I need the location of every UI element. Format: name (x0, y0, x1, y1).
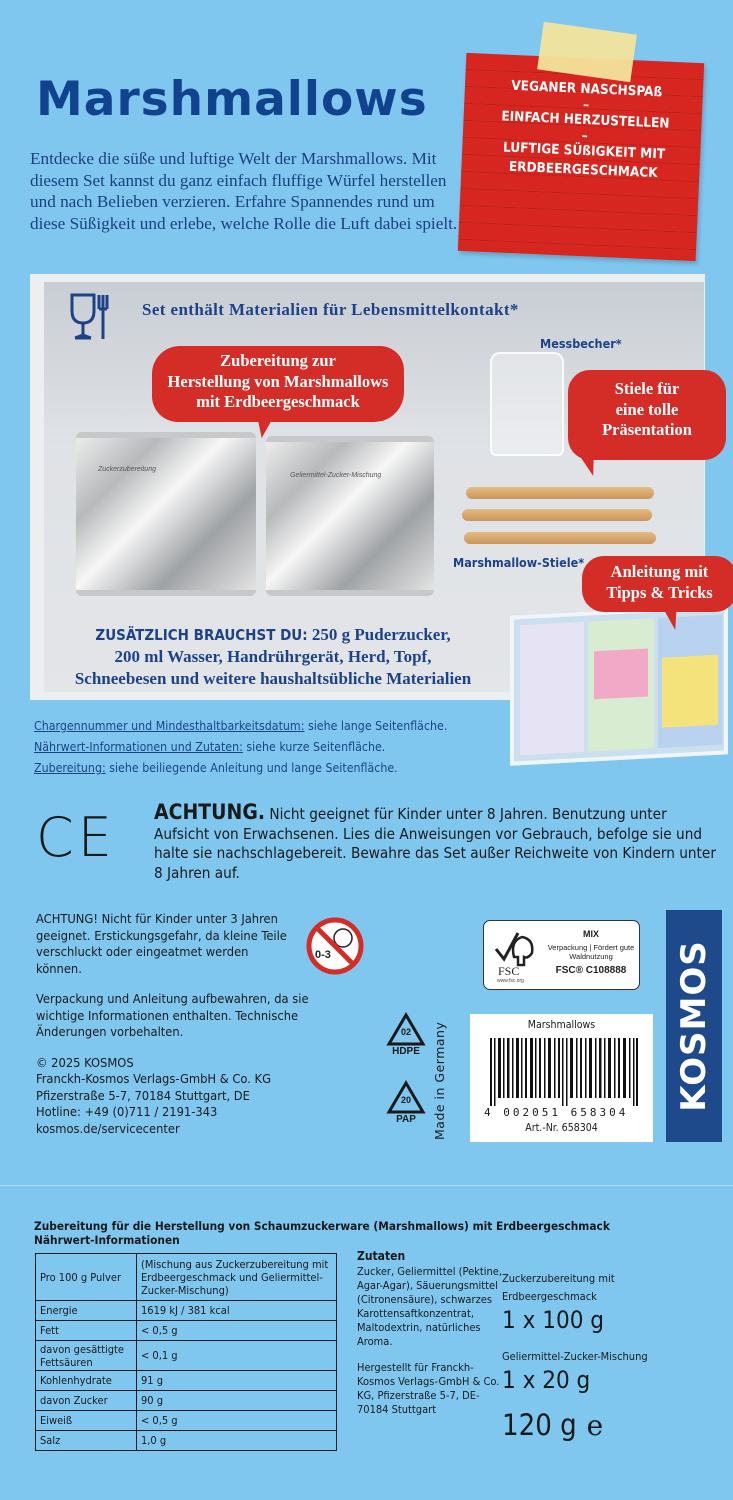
ingredients-text: Zucker, Geliermittel (Pektine, Agar-Agar), Säuerungsmittel (Citronensäure), schwarzes Karottensaftkonzentrat, Maltodextrin, natürliches Aroma. (357, 1265, 503, 1348)
speech-bubble-manual (582, 556, 733, 612)
recycling-label: HDPE (392, 1046, 420, 1057)
sugar-mix-pouch-image (76, 432, 256, 596)
estimated-sign-icon: e (586, 1409, 604, 1442)
nutrient-value: 91 g (137, 1371, 337, 1391)
made-in-label: Made in Germany (432, 1021, 447, 1140)
fsc-description: Verpackung | Fördert gute Waldnutzung (547, 943, 635, 961)
note-item-vegan: VEGANER NASCHSPAß (510, 77, 663, 101)
table-row (36, 1391, 337, 1411)
note-separator: – (581, 127, 589, 145)
info-line-preparation (34, 758, 447, 779)
additional-line: Schneebesen und weitere haushaltsübliche Materialien (74, 669, 472, 688)
table-row (36, 1431, 337, 1451)
nutrient-label: davon gesättigte Fettsäuren (36, 1341, 137, 1371)
bubble-line: Präsentation (602, 420, 692, 439)
table-row (36, 1321, 337, 1341)
additional-requirements (38, 624, 508, 690)
legal-info (36, 912, 326, 1138)
fsc-label (483, 920, 640, 990)
kosmos-logo (666, 910, 722, 1142)
measuring-cup-image (490, 352, 564, 456)
marshmallow-stick-image (466, 487, 654, 499)
leaflet-panel (588, 618, 654, 751)
nutrient-label: Kohlenhydrate (36, 1371, 137, 1391)
ingredients-heading: Zutaten (357, 1249, 406, 1263)
info-link: Zubereitung: (34, 761, 106, 775)
bubble-line: Stiele für (614, 379, 680, 398)
bubble-line: Tipps & Tricks (606, 583, 713, 602)
bubble-line: eine tolle (615, 399, 679, 419)
nutrient-label: davon Zucker (36, 1391, 137, 1411)
bubble-line: Anleitung mit (610, 562, 709, 581)
bubble-line: Herstellung von Marshmallows (167, 371, 389, 391)
info-text: siehe kurze Seitenfläche. (242, 740, 386, 754)
hotline: Hotline: +49 (0)711 / 2191-343 (36, 1105, 218, 1120)
info-references (34, 716, 447, 779)
barcode-number: 4 002051 658304 (484, 1106, 629, 1119)
pack2-label: Geliermittel-Zucker-Mischung (502, 1350, 648, 1363)
recycling-number: 02 (400, 1027, 411, 1037)
svg-text:www.fsc.org: www.fsc.org (497, 978, 524, 983)
age-restriction-icon (305, 916, 365, 976)
fsc-tree-icon (492, 927, 538, 983)
nutrition-heading-block (34, 1219, 610, 1247)
nutrient-label: Salz (36, 1431, 137, 1451)
recycling-label: PAP (396, 1114, 416, 1125)
leaflet-panel (658, 615, 722, 748)
fsc-mix: MIX (582, 929, 599, 939)
speech-bubble-mix (152, 346, 404, 422)
bubble-line: mit Erdbeergeschmack (196, 392, 360, 411)
marshmallow-stick-image (462, 509, 652, 521)
table-row (36, 1371, 337, 1391)
nutrient-label: Fett (36, 1321, 137, 1341)
nutrient-label: Energie (36, 1301, 137, 1321)
panel-fold-divider (0, 1185, 733, 1186)
additional-line: 200 ml Wasser, Handrührgerät, Herd, Topf, (114, 647, 432, 666)
table-row (36, 1301, 337, 1321)
company-address: Pfizerstraße 5-7, 70184 Stuttgart, DE (36, 1088, 250, 1104)
fsc-code: FSC® C108888 (555, 965, 627, 976)
table-row (36, 1254, 337, 1301)
note-item-easy: EINFACH HERZUSTELLEN (501, 108, 670, 132)
nutrient-label: Pro 100 g Pulver (36, 1254, 137, 1301)
leaflet-panel (520, 622, 584, 755)
choking-warning: ACHTUNG! Nicht für Kinder unter 3 Jahren geeignet. Erstickungsgefahr, da kleine Teile verschluckt oder eingeatmet werden können. (36, 912, 287, 977)
nutrient-value: (Mischung aus Zuckerzubereitung mit Erdbeergeschmack und Geliermittel-Zucker-Mischung) (137, 1254, 337, 1301)
note-separator: – (582, 96, 590, 114)
package-contents (502, 1270, 648, 1442)
company-name: Franckh-Kosmos Verlags-GmbH & Co. KG (36, 1072, 272, 1087)
nutrient-value: 1,0 g (137, 1431, 337, 1451)
marshmallow-stick-image (464, 532, 656, 544)
recycling-hdpe-icon (383, 1012, 429, 1057)
additional-line: 250 g Puderzucker, (307, 625, 451, 644)
nutrient-label: Eiweiß (36, 1411, 137, 1431)
manufacturer-text: Hergestellt für Franckh-Kosmos Verlags-GmbH & Co. KG, Pfizerstraße 5-7, DE-70184 Stuttgart (357, 1361, 500, 1416)
barcode-bars (490, 1038, 638, 1106)
sticky-note-text (468, 75, 702, 185)
intro-text: Entdecke die süße und luftige Welt der Marshmallows. Mit diesem Set kannst du ganz einfach fluffige Würfel herstellen und nach Belieben verzieren. Erfahre Spannendes rund um diese Süßigkeit und erlebe, welche Rolle die Luft dabei spielt. (30, 149, 458, 233)
pack1-value: 1 x 100 g (502, 1306, 604, 1334)
ce-mark-icon: CE (36, 806, 116, 869)
pack1-label: Zuckerzubereitung mit Erdbeergeschmack (502, 1272, 615, 1303)
pouch-title: Zuckerzubereitung (98, 466, 156, 473)
info-link: Nährwert-Informationen und Zutaten: (34, 740, 243, 754)
nutrient-value: 90 g (137, 1391, 337, 1411)
info-text: siehe lange Seitenfläche. (304, 719, 448, 733)
age-warning (154, 800, 724, 883)
svg-text:0-3: 0-3 (315, 949, 331, 961)
product-description: Zubereitung für die Herstellung von Schaumzuckerware (Marshmallows) mit Erdbeergeschmack (34, 1219, 610, 1233)
nutrient-value: < 0,5 g (137, 1411, 337, 1431)
service-url: kosmos.de/servicecenter (36, 1121, 180, 1137)
table-row (36, 1341, 337, 1371)
warning-heading: ACHTUNG. (154, 800, 266, 824)
instruction-leaflet-image (510, 604, 728, 765)
info-line-nutrition (34, 737, 447, 758)
food-contact-label: Set enthält Materialien für Lebensmittelkontakt* (142, 300, 519, 319)
ingredients (357, 1249, 507, 1429)
total-weight: 120 g (502, 1408, 577, 1442)
pouch-title: Geliermittel-Zucker-Mischung (290, 472, 382, 479)
food-contact-icon (70, 293, 110, 341)
info-text: siehe beiliegende Anleitung und lange Seitenfläche. (105, 761, 398, 775)
info-link: Chargennummer und Mindesthaltbarkeitsdatum: (34, 719, 305, 733)
nutrient-value: < 0,1 g (137, 1341, 337, 1371)
article-number: Art.-Nr. 658304 (525, 1122, 598, 1134)
nutrition-subheading: Nährwert-Informationen (34, 1233, 180, 1247)
svg-text:FSC: FSC (498, 964, 520, 978)
barcode (470, 1014, 653, 1142)
note-item-flavor: LUFTIGE SÜßIGKEIT MIT ERDBEERGESCHMACK (502, 139, 666, 182)
barcode-title: Marshmallows (527, 1019, 596, 1031)
nutrient-value: 1619 kJ / 381 kcal (137, 1301, 337, 1321)
gelling-mix-pouch-image (266, 436, 434, 596)
brand-name: KOSMOS (674, 940, 714, 1112)
bubble-line: Zubereitung zur (220, 351, 336, 370)
nutrient-value: < 0,5 g (137, 1321, 337, 1341)
pack2-value: 1 x 20 g (502, 1366, 591, 1394)
nutrition-table (35, 1253, 337, 1451)
sticks-label: Marshmallow-Stiele* (453, 555, 585, 570)
recycling-number: 20 (400, 1095, 411, 1105)
speech-bubble-sticks (568, 370, 726, 460)
measuring-cup-label: Messbecher* (540, 336, 622, 351)
copyright: © 2025 KOSMOS (36, 1055, 134, 1071)
keep-packaging-note: Verpackung und Anleitung aufbewahren, da sie wichtige Informationen enthalten. Technische Änderungen vorbehalten. (36, 992, 309, 1040)
warning-text: Nicht geeignet für Kinder unter 8 Jahren. Benutzung unter Aufsicht von Erwachsenen. Lies die Anweisungen vor Gebrauch, befolge sie und halte sie nachschlagebereit. Bewahre das Set außer Reichweite von Kindern unter 8 Jahren auf. (154, 805, 716, 882)
product-title: Marshmallows (36, 72, 428, 127)
info-line-batch (34, 716, 447, 737)
additional-heading: ZUSÄTZLICH BRAUCHST DU: (95, 626, 308, 644)
table-row (36, 1411, 337, 1431)
recycling-pap-icon (383, 1080, 429, 1125)
